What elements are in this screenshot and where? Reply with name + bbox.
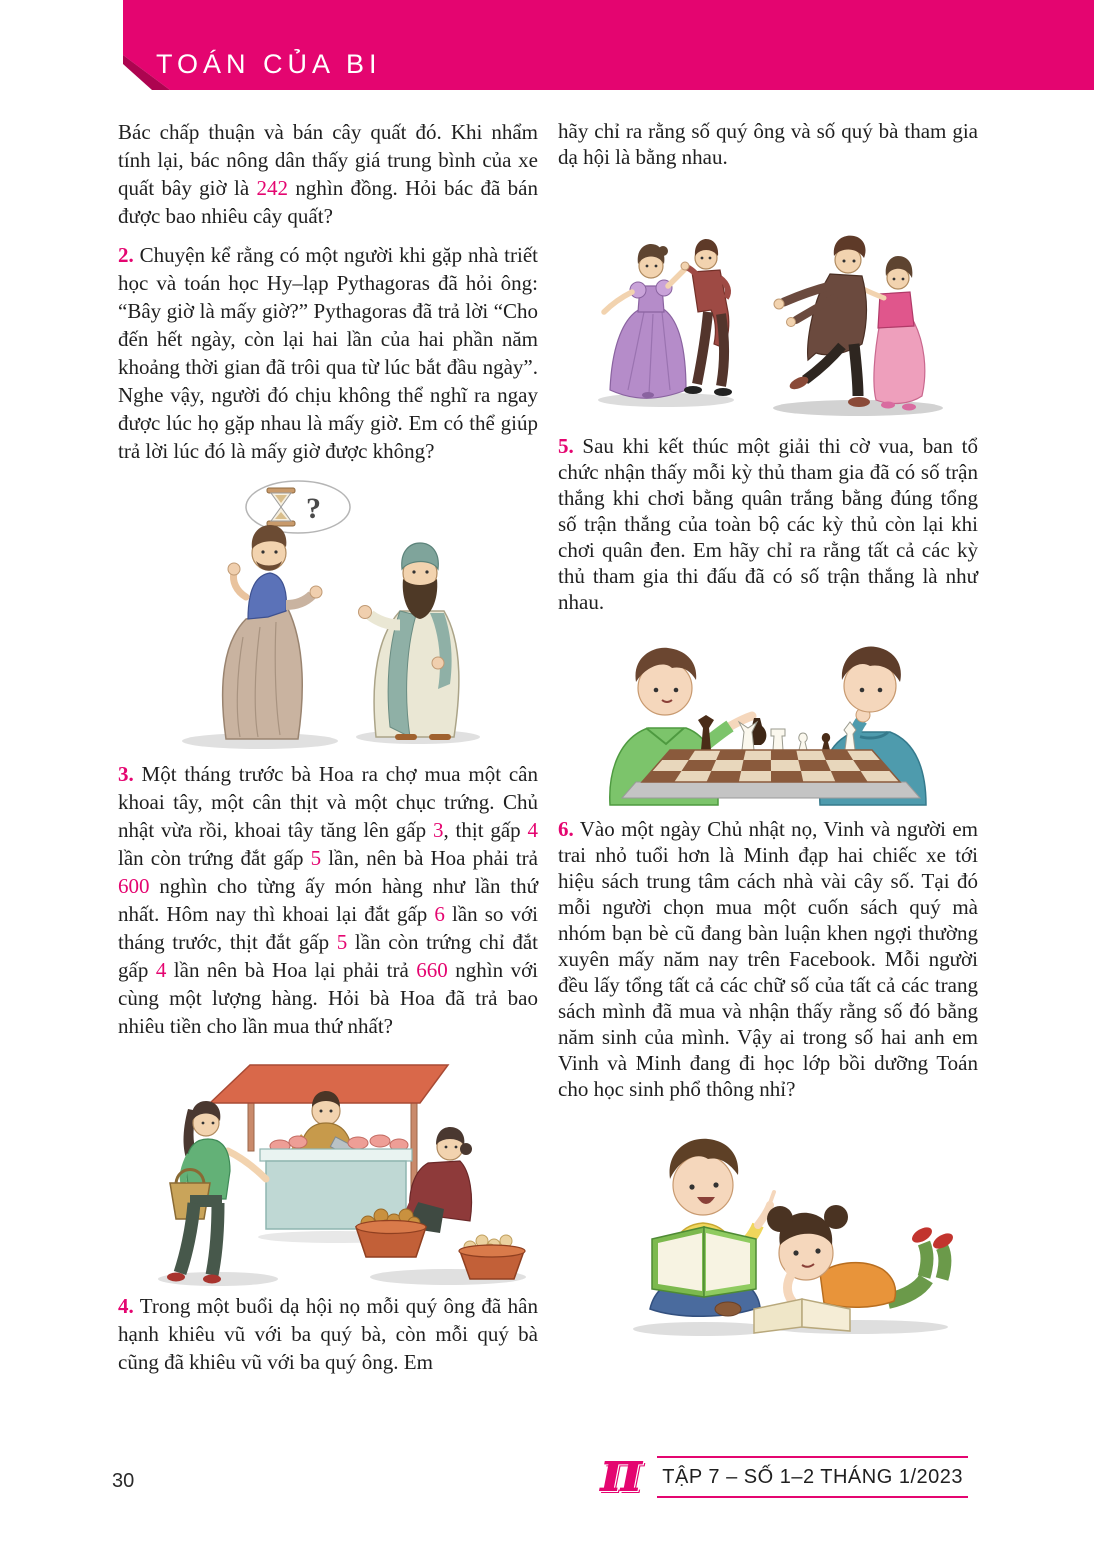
pi-logo: π [599,1437,643,1505]
pythagoras-scene [148,476,508,756]
market-scene [118,1051,538,1286]
pythagoras-figure [359,543,459,737]
illustration-market [118,1051,538,1286]
issue-label: TẬP 7 – SỐ 1–2 THÁNG 1/2023 [657,1456,968,1498]
couple-right [774,236,925,411]
section-title: TOÁN CỦA BI [156,49,382,79]
section-banner [123,0,1094,92]
illustration-chess-players [558,620,978,810]
paragraph-problem2: 2. Chuyện kể rằng có một người khi gặp nhà triết học và toán học Hy–lạp Pythagoras đã hỏi ông: “Bây giờ là mấy giờ?” Pythagoras đã trả lời “Cho đến hết ngày, còn lại hai lần của hai phần năm khoảng thời gian đã trôi qua từ lúc bắt đầu ngày”. Nghe vậy, người đó chịu không thể nghĩ ra ngay được lúc họ gặp nhau là mấy giờ. Em có thể giúp trả lời lúc đó là mấy giờ được không? [118,243,538,463]
couple-left [604,239,732,398]
dance-scene [558,194,978,419]
page-number: 30 [112,1470,135,1492]
right-column [558,118,978,1343]
reading-girl [754,1205,956,1333]
question-mark: ? [306,492,321,525]
illustration-reading-kids [558,1113,978,1343]
paragraph-problem4: 4. Trong một buổi dạ hội nọ mỗi quý ông đã hân hạnh khiêu vũ với ba quý bà, còn mỗi quý bà cũng đã khiêu vũ với ba quý ông. Em [118,1294,538,1374]
footer-issue-block [599,1437,968,1505]
illustration-dancing-couples [558,194,978,419]
philosopher-figure [223,525,322,739]
paragraph-problem4-continuation: hãy chỉ ra rằng số quý ông và số quý bà tham gia dạ hội là bằng nhau. [558,119,978,169]
chess-scene [568,620,968,810]
paragraph-problem1-continuation: Bác chấp thuận và bán cây quất đó. Khi nhẩm tính lại, bác nông dân thấy giá trung bình của xe quất bây giờ là 242 nghìn đồng. Hỏi bác đã bán được bao nhiêu cây quất? [118,120,538,228]
paragraph-problem6: 6. Vào một ngày Chủ nhật nọ, Vinh và người em trai nhỏ tuổi hơn là Minh đạp hai chiếc xe tới hiệu sách trung tâm cách nhà vài cây số. Tại đó mỗi người chọn mua một cuốn sách quý mà nhóm bạn bè cũ đang bàn luận khen ngợi thường xuyên mấy năm nay trên Facebook. Mỗi người đều lấy tổng tất cả các chữ số của tất cả các trang sách mình đã mua và nhận thấy rằng số đó bằng năm sinh của mình. Vậy ai trong số hai anh em Vinh và Minh đang đi học lớp bồi dưỡng Toán cho học sinh phổ thông nhỉ? [558,817,978,1101]
paragraph-problem5: 5. Sau khi kết thúc một giải thi cờ vua, ban tổ chức nhận thấy mỗi kỳ thủ tham gia đã có số trận thắng khi chơi bằng quân trắng bằng đúng tổng số trận thắng của toàn bộ các kỳ thủ còn lại khi chơi quân đen. Em hãy chỉ ra rằng tất cả các kỳ thủ tham gia thi đấu đã có số trận thắng là như nhau. [558,434,978,614]
paragraph-problem3: 3. Một tháng trước bà Hoa ra chợ mua một cân khoai tây, một cân thịt và một chục trứng. Chủ nhật vừa rồi, khoai tây tăng lên gấp 3, thịt gấp 4 lần còn trứng đắt gấp 5 lần, nên bà Hoa phải trả 600 nghìn cho từng ấy món hàng như lần thứ nhất. Hôm nay thì khoai lại đắt gấp 6 lần so với tháng trước, thịt đắt gấp 5 lần còn trứng chỉ đắt gấp 4 lần nên bà Hoa lại phải trả 660 nghìn với cùng một lượng hàng. Hỏi bà Hoa đã trả bao nhiêu tiền cho lần mua thứ nhất? [118,762,539,1038]
reading-scene [558,1113,978,1343]
left-column [118,118,538,1387]
illustration-pythagoras [118,476,538,756]
reading-boy [650,1139,774,1316]
